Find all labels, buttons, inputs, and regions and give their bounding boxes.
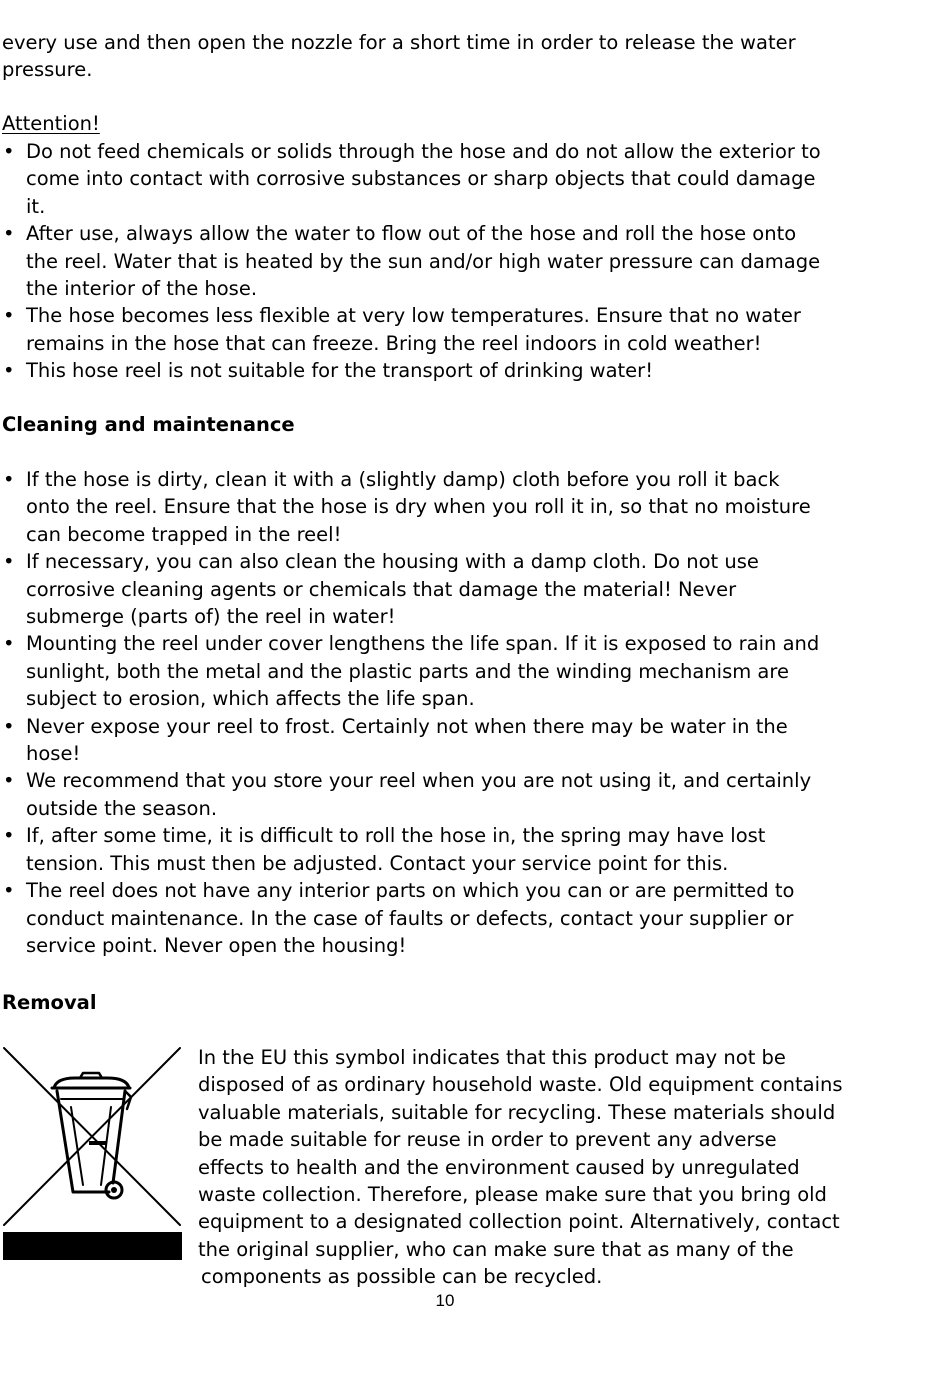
intro-line: every use and then open the nozzle for a short time in order to release the water	[2, 31, 796, 54]
list-item	[0, 357, 920, 384]
bullet-icon: •	[3, 714, 15, 738]
section-heading-cleaning: Cleaning and maintenance	[2, 413, 295, 436]
removal-paragraph	[198, 1044, 898, 1291]
list-item-line: the reel. Water that is heated by the sun and/or high water pressure can damage	[26, 249, 821, 273]
page-number: 10	[435, 1291, 455, 1310]
list-item-line: remains in the hose that can freeze. Bring the reel indoors in cold weather!	[26, 331, 762, 355]
paragraph-line: be made suitable for reuse in order to prevent any adverse	[198, 1128, 777, 1152]
list-item-line: submerge (parts of) the reel in water!	[26, 605, 396, 629]
intro-paragraph	[2, 29, 907, 84]
list-item	[0, 877, 920, 959]
list-item	[0, 466, 920, 548]
list-item-line: corrosive cleaning agents or chemicals that damage the material! Never	[26, 577, 737, 601]
paragraph-line: the original supplier, who can make sure that as many of the	[198, 1237, 794, 1261]
section-heading-removal: Removal	[2, 991, 97, 1014]
list-item-line: onto the reel. Ensure that the hose is dry when you roll it in, so that no moisture	[26, 495, 811, 519]
paragraph-line: waste collection. Therefore, please make sure that you bring old	[198, 1183, 827, 1207]
list-item-line: The reel does not have any interior parts on which you can or are permitted to	[26, 879, 795, 903]
list-item-line: The hose becomes less flexible at very low temperatures. Ensure that no water	[26, 304, 801, 328]
list-item	[0, 822, 920, 877]
crossed-out-wheelie-bin-icon	[3, 1047, 182, 1260]
bullet-icon: •	[3, 632, 15, 656]
bullet-icon: •	[3, 824, 15, 848]
intro-line: pressure.	[2, 58, 93, 82]
list-item-line: outside the season.	[26, 796, 218, 820]
list-item-line: After use, always allow the water to flow out of the hose and roll the hose onto	[26, 222, 797, 246]
list-item-line: Mounting the reel under cover lengthens the life span. If it is exposed to rain and	[26, 632, 820, 656]
list-item-line: We recommend that you store your reel when you are not using it, and certainly	[26, 769, 812, 793]
list-item-line: conduct maintenance. In the case of faults or defects, contact your supplier or	[26, 906, 794, 930]
bullet-icon: •	[3, 359, 15, 383]
attention-label: Attention!	[2, 112, 100, 135]
list-item	[0, 713, 920, 768]
list-item-line: can become trapped in the reel!	[26, 522, 342, 546]
bullet-icon: •	[3, 140, 15, 163]
paragraph-line: equipment to a designated collection point. Alternatively, contact	[198, 1210, 840, 1234]
bullet-icon: •	[3, 304, 15, 328]
list-item-line: hose!	[26, 742, 81, 766]
list-item-line: it.	[26, 194, 46, 218]
list-item-line: the interior of the hose.	[26, 277, 258, 301]
bullet-icon: •	[3, 550, 15, 574]
list-item	[0, 138, 920, 220]
list-item	[0, 548, 920, 630]
list-item	[0, 220, 920, 302]
list-item-line: If the hose is dirty, clean it with a (slightly damp) cloth before you roll it back	[26, 468, 780, 491]
paragraph-line: disposed of as ordinary household waste. Old equipment contains	[198, 1073, 843, 1097]
list-item-line: If, after some time, it is difficult to roll the hose in, the spring may have lost	[26, 824, 766, 848]
paragraph-line: valuable materials, suitable for recycling. These materials should	[198, 1100, 836, 1124]
paragraph-line: effects to health and the environment caused by unregulated	[198, 1155, 800, 1179]
list-item-line: come into contact with corrosive substances or sharp objects that could damage	[26, 167, 816, 191]
list-item-line: service point. Never open the housing!	[26, 933, 407, 957]
list-item	[0, 302, 920, 357]
list-item	[0, 767, 920, 822]
attention-list	[0, 138, 920, 385]
list-item-line: tension. This must then be adjusted. Contact your service point for this.	[26, 851, 729, 875]
paragraph-line: In the EU this symbol indicates that this product may not be	[198, 1046, 786, 1069]
cleaning-list	[0, 466, 920, 959]
bullet-icon: •	[3, 468, 15, 491]
list-item-line: This hose reel is not suitable for the transport of drinking water!	[26, 359, 654, 383]
list-item-line: Do not feed chemicals or solids through the hose and do not allow the exterior to	[26, 140, 821, 163]
list-item-line: Never expose your reel to frost. Certainly not when there may be water in the	[26, 714, 788, 738]
list-item	[0, 630, 920, 712]
list-item-line: If necessary, you can also clean the housing with a damp cloth. Do not use	[26, 550, 759, 574]
paragraph-line: components as possible can be recycled.	[201, 1265, 603, 1289]
bullet-icon: •	[3, 222, 15, 246]
list-item-line: subject to erosion, which affects the life span.	[26, 687, 475, 711]
list-item-line: sunlight, both the metal and the plastic parts and the winding mechanism are	[26, 659, 789, 683]
bullet-icon: •	[3, 879, 15, 903]
bullet-icon: •	[3, 769, 15, 793]
